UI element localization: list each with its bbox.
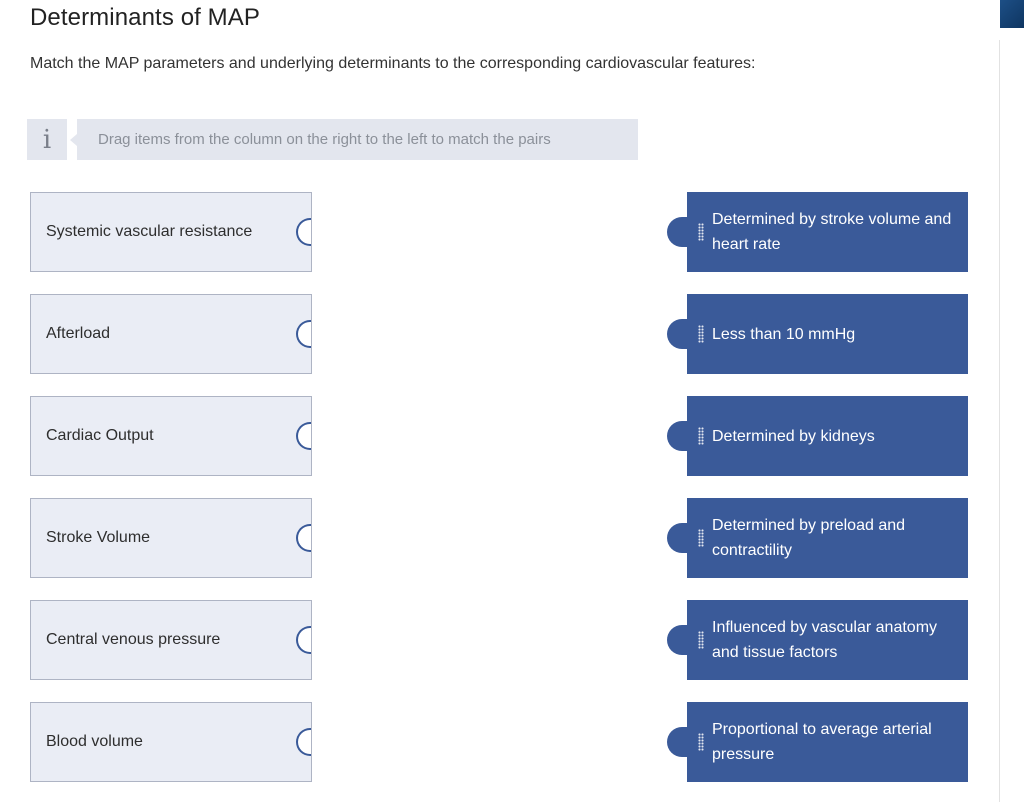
drag-handle-icon[interactable] [698,529,704,547]
drag-handle-icon[interactable] [698,325,704,343]
target-label: Cardiac Output [46,427,154,444]
draggable-card[interactable] [687,600,968,680]
drag-handle-icon[interactable] [698,631,704,649]
drop-target-central-venous-pressure[interactable] [30,600,312,680]
info-icon: i [27,119,67,160]
drop-target-systemic-vascular-resistance[interactable] [30,192,312,272]
drag-handle-icon[interactable] [698,427,704,445]
draggable-card[interactable] [687,498,968,578]
drop-socket-icon[interactable] [296,728,311,756]
drop-socket-icon[interactable] [296,524,311,552]
item-label: Less than 10 mmHg [712,325,856,343]
drop-target-stroke-volume[interactable] [30,498,312,578]
target-label: Blood volume [46,733,143,750]
draggable-card[interactable] [687,702,968,782]
item-label: Determined by stroke volume and heart rate [712,211,952,253]
draggable-item-vascular-anatomy[interactable] [667,600,968,680]
item-label: Influenced by vascular anatomy and tissue factors [712,619,938,661]
drop-target-cardiac-output[interactable] [30,396,312,476]
connector-plug-icon[interactable] [667,625,687,655]
item-label: Proportional to average arterial pressure [712,721,932,763]
draggable-item-less-than-10-mmhg[interactable] [667,294,968,374]
corner-accent [1000,0,1024,28]
divider [999,40,1000,802]
draggable-item-preload-contractility[interactable] [667,498,968,578]
connector-plug-icon[interactable] [667,217,687,247]
hint-pointer [70,134,77,146]
draggable-item-average-arterial-pressure[interactable] [667,702,968,782]
drop-socket-icon[interactable] [296,320,311,348]
page-title: Determinants of MAP [30,4,260,31]
drop-target-blood-volume[interactable] [30,702,312,782]
drag-handle-icon[interactable] [698,733,704,751]
hint-text: Drag items from the column on the right to the left to match the pairs [77,119,638,160]
drag-handle-icon[interactable] [698,223,704,241]
target-label: Stroke Volume [46,529,151,546]
draggable-column [667,192,968,804]
drop-socket-icon[interactable] [296,422,311,450]
connector-plug-icon[interactable] [667,421,687,451]
draggable-card[interactable] [687,294,968,374]
connector-plug-icon[interactable] [667,727,687,757]
target-label: Afterload [46,325,111,342]
item-label: Determined by preload and contractility [712,517,906,559]
drop-socket-icon[interactable] [296,218,311,246]
instructions-text: Match the MAP parameters and underlying determinants to the corresponding cardiovascular features: [30,55,756,72]
draggable-item-determined-by-kidneys[interactable] [667,396,968,476]
item-label: Determined by kidneys [712,427,875,445]
draggable-card[interactable] [687,396,968,476]
draggable-card[interactable] [687,192,968,272]
hint-box [27,119,638,160]
connector-plug-icon[interactable] [667,523,687,553]
target-label: Central venous pressure [46,631,221,648]
target-label: Systemic vascular resistance [46,223,253,240]
drop-socket-icon[interactable] [296,626,311,654]
drop-target-afterload[interactable] [30,294,312,374]
draggable-item-stroke-volume-heart-rate[interactable] [667,192,968,272]
target-column [30,192,312,804]
connector-plug-icon[interactable] [667,319,687,349]
